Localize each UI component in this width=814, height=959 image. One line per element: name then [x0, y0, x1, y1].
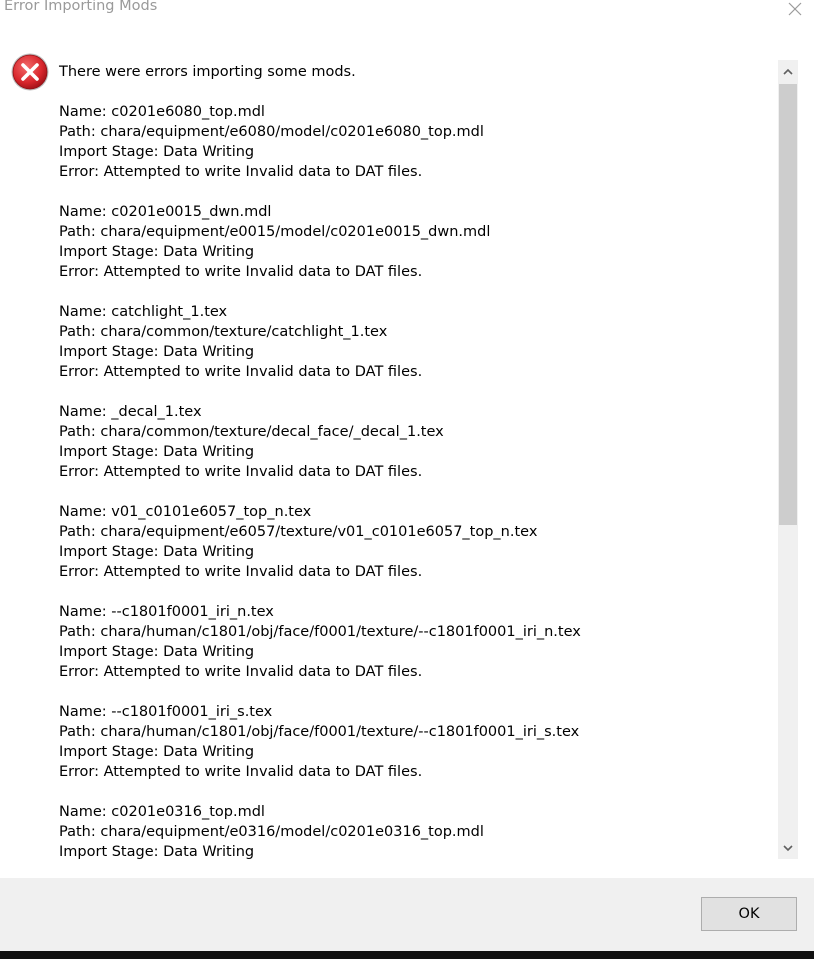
- error-entry: [59, 702, 774, 782]
- entry-path: Path: chara/human/c1801/obj/face/f0001/texture/--c1801f0001_iri_n.tex: [59, 624, 581, 640]
- entry-stage: Import Stage: Data Writing: [59, 244, 255, 260]
- button-bar: [0, 878, 814, 951]
- error-entry: [59, 202, 774, 282]
- chevron-up-icon: [783, 68, 793, 75]
- window-title: Error Importing Mods: [4, 0, 158, 14]
- entry-name: Name: _decal_1.tex: [59, 404, 202, 420]
- error-entry: [59, 802, 774, 860]
- entry-name: Name: c0201e6080_top.mdl: [59, 104, 265, 120]
- entry-name: Name: v01_c0101e6057_top_n.tex: [59, 504, 312, 520]
- taskbar-edge: [0, 951, 814, 959]
- entry-name: Name: c0201e0316_top.mdl: [59, 804, 265, 820]
- entry-error: Error: Attempted to write Invalid data to DAT files.: [59, 564, 423, 580]
- entry-name: Name: --c1801f0001_iri_s.tex: [59, 704, 273, 720]
- ok-button[interactable]: OK: [701, 897, 797, 931]
- error-list: [59, 102, 774, 860]
- scroll-down-button[interactable]: [778, 837, 798, 859]
- entry-error: Error: Attempted to write Invalid data to DAT files.: [59, 464, 423, 480]
- entry-path: Path: chara/equipment/e6080/model/c0201e6080_top.mdl: [59, 124, 484, 140]
- entry-stage: Import Stage: Data Writing: [59, 144, 255, 160]
- error-entry: [59, 102, 774, 182]
- entry-path: Path: chara/common/texture/decal_face/_decal_1.tex: [59, 424, 444, 440]
- scroll-thumb[interactable]: [779, 84, 797, 525]
- vertical-scrollbar[interactable]: [778, 60, 798, 859]
- entry-path: Path: chara/equipment/e0316/model/c0201e0316_top.mdl: [59, 824, 484, 840]
- close-button[interactable]: [784, 0, 806, 18]
- error-entry: [59, 502, 774, 582]
- entry-stage: Import Stage: Data Writing: [59, 744, 255, 760]
- entry-error: Error: Attempted to write Invalid data to DAT files.: [59, 764, 423, 780]
- entry-stage: Import Stage: Data Writing: [59, 544, 255, 560]
- error-entry: [59, 302, 774, 382]
- chevron-down-icon: [783, 845, 793, 852]
- intro-text: There were errors importing some mods.: [59, 64, 356, 80]
- entry-stage: Import Stage: Data Writing: [59, 644, 255, 660]
- entry-name: Name: --c1801f0001_iri_n.tex: [59, 604, 274, 620]
- title-bar: [0, 0, 814, 22]
- entry-stage: Import Stage: Data Writing: [59, 844, 255, 860]
- entry-error: Error: Attempted to write Invalid data to DAT files.: [59, 264, 423, 280]
- message-area: [0, 60, 778, 860]
- entry-error: Error: Attempted to write Invalid data to DAT files.: [59, 664, 423, 680]
- entry-name: Name: c0201e0015_dwn.mdl: [59, 204, 272, 220]
- entry-stage: Import Stage: Data Writing: [59, 344, 255, 360]
- close-icon: [788, 2, 802, 16]
- entry-path: Path: chara/human/c1801/obj/face/f0001/texture/--c1801f0001_iri_s.tex: [59, 724, 580, 740]
- entry-error: Error: Attempted to write Invalid data to DAT files.: [59, 364, 423, 380]
- error-entry: [59, 602, 774, 682]
- entry-stage: Import Stage: Data Writing: [59, 444, 255, 460]
- error-entry: [59, 402, 774, 482]
- entry-path: Path: chara/equipment/e6057/texture/v01_c0101e6057_top_n.tex: [59, 524, 538, 540]
- scroll-up-button[interactable]: [778, 60, 798, 82]
- entry-path: Path: chara/common/texture/catchlight_1.tex: [59, 324, 388, 340]
- entry-path: Path: chara/equipment/e0015/model/c0201e0015_dwn.mdl: [59, 224, 491, 240]
- entry-name: Name: catchlight_1.tex: [59, 304, 228, 320]
- entry-error: Error: Attempted to write Invalid data to DAT files.: [59, 164, 423, 180]
